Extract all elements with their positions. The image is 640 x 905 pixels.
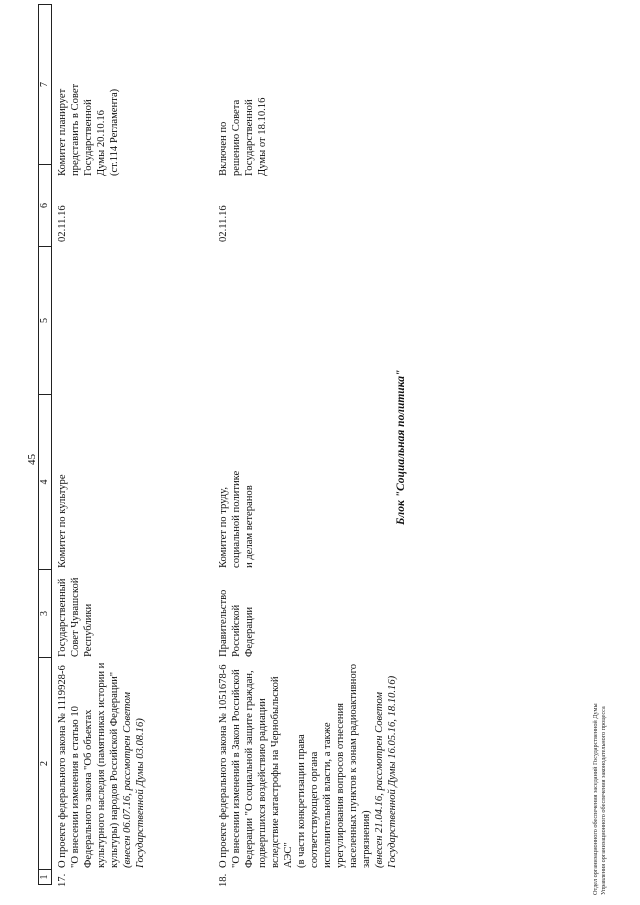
bill-line: (в части конкретизации права	[296, 734, 307, 868]
note-line: Думы от 18.10.16	[257, 97, 268, 176]
bill-line: подвергшихся воздействию радиации	[257, 698, 268, 868]
committee-line: и делам ветеранов	[244, 485, 255, 568]
initiator-line: Государственный	[57, 578, 68, 657]
bill-line: АЭС"	[283, 842, 294, 868]
bill-line: Федерации "О социальной защите граждан,	[244, 670, 255, 868]
column-header-3: 3	[39, 570, 52, 658]
initiator-line: Российской	[231, 604, 242, 657]
note-line: Государственной	[244, 99, 255, 176]
initiator-line: Республики	[83, 603, 94, 657]
column-header-1: 1	[39, 870, 52, 885]
block-heading: Блок "Социальная политика"	[395, 369, 407, 525]
bill-line: исполнительной власти, а также	[322, 722, 333, 868]
committee-line: социальной политике	[231, 470, 242, 568]
page-number: 45	[26, 454, 38, 465]
note-line: (ст.114 Регламента)	[109, 88, 120, 176]
bill-line: культурного наследия (памятниках истории и	[96, 662, 107, 868]
bill-line: вследствие катастрофы на Чернобыльской	[270, 676, 281, 868]
bill-line: соответствующего органа	[309, 751, 320, 868]
note-line: Думы 20.10.16	[96, 110, 107, 176]
initiator-line: Федерации	[244, 606, 255, 657]
bill-line: культуры) народов Российской Федерации"	[109, 671, 120, 868]
bill-line: О проекте федерального закона № 1119928-6	[57, 665, 68, 868]
bill-line: О проекте федерального закона № 1051678-6	[218, 664, 229, 868]
row-number: 17.	[57, 873, 68, 887]
footer-line: Управления организационного обеспечения законодательного процесса	[600, 706, 607, 895]
note-line: решению Совета	[231, 99, 242, 176]
date: 02.11.16	[218, 205, 229, 242]
footer	[592, 703, 608, 895]
initiator-line: Правительство	[218, 589, 229, 657]
initiator	[217, 567, 256, 657]
bill-note-line: Государственной Думы 16.05.16, 18.10.16)	[387, 675, 398, 868]
note-line: Включен по	[218, 121, 229, 176]
initiator	[56, 567, 95, 657]
initiator-line: Совет Чувашской	[70, 577, 81, 657]
bill-line: населенных пунктов к зонам радиоактивного	[348, 663, 359, 868]
column-header-5: 5	[39, 247, 52, 395]
committee	[217, 393, 256, 568]
note-line: представить в Совет	[70, 83, 81, 176]
column-header-7: 7	[39, 5, 52, 165]
bill-note-line: Государственной Думы 03.08.16)	[135, 718, 146, 868]
column-header-4: 4	[39, 395, 52, 570]
bill-note-line: (внесен 06.07.16, рассмотрен Советом	[122, 692, 133, 868]
bill-description	[56, 653, 147, 868]
column-number-header	[38, 4, 52, 885]
bill-note-line: (внесен 21.04.16, рассмотрен Советом	[374, 692, 385, 868]
note-line: Комитет планирует	[57, 88, 68, 176]
date: 02.11.16	[57, 205, 68, 242]
note	[56, 6, 121, 176]
bill-line: "О внесении изменения в статью 10	[70, 706, 81, 868]
bill-description	[217, 653, 399, 868]
note-line: Государственной	[83, 99, 94, 176]
bill-line: Федерального закона "Об объектах	[83, 709, 94, 868]
bill-line: "О внесении изменений в Закон Российской	[231, 669, 242, 868]
column-header-2: 2	[39, 658, 52, 870]
bill-line: загрязнения)	[361, 810, 372, 868]
committee-line: Комитет по культуре	[57, 474, 68, 568]
committee	[56, 393, 69, 568]
note	[217, 6, 269, 176]
row-number: 18.	[218, 873, 229, 887]
committee-line: Комитет по труду,	[218, 486, 229, 568]
column-header-6: 6	[39, 165, 52, 247]
bill-line: урегулирования вопросов отнесения	[335, 702, 346, 868]
footer-line: Отдел организационного обеспечения заседаний Государственной Думы	[592, 703, 599, 895]
